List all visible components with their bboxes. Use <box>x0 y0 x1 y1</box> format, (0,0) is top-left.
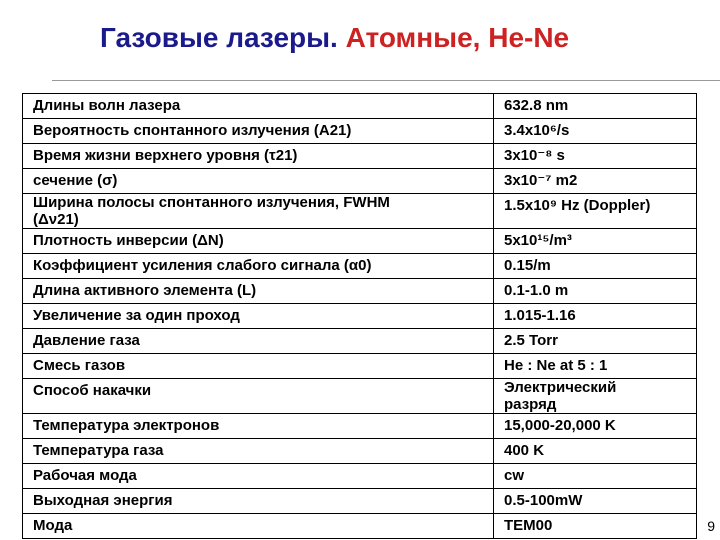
parameter-cell <box>23 354 494 379</box>
parameter-text: Мода <box>33 517 73 534</box>
parameter-cell <box>23 279 494 304</box>
table-row <box>23 354 697 379</box>
parameter-text: Температура электронов <box>33 417 220 434</box>
value-text: 15,000-20,000 K <box>504 417 616 434</box>
value-text: 3.4x10⁶/s <box>504 122 570 139</box>
value-cell <box>494 94 697 119</box>
parameter-text: (Δν21) <box>33 211 79 228</box>
table-row <box>23 144 697 169</box>
table-row <box>23 254 697 279</box>
value-text: 1.015-1.16 <box>504 307 576 324</box>
value-text: 0.15/m <box>504 257 551 274</box>
parameter-cell <box>23 439 494 464</box>
value-cell <box>494 229 697 254</box>
table-row <box>23 414 697 439</box>
parameter-text: Рабочая мода <box>33 467 137 484</box>
parameter-cell <box>23 229 494 254</box>
slide-title-main: Газовые лазеры. <box>100 22 338 53</box>
table-row <box>23 279 697 304</box>
parameter-cell <box>23 94 494 119</box>
slide-title-sub: Атомные, He-Ne <box>345 22 570 53</box>
value-cell <box>494 354 697 379</box>
value-cell <box>494 464 697 489</box>
table-row <box>23 379 697 414</box>
value-cell <box>494 119 697 144</box>
parameter-cell <box>23 254 494 279</box>
parameter-text: Коэффициент усиления слабого сигнала (α0) <box>33 257 372 274</box>
slide-title <box>100 22 569 54</box>
parameter-text: Вероятность спонтанного излучения (A21) <box>33 122 352 139</box>
parameter-cell <box>23 379 494 414</box>
value-cell <box>494 414 697 439</box>
table-body <box>23 94 697 539</box>
value-text: 1.5x10⁹ Hz (Doppler) <box>504 197 651 214</box>
value-cell <box>494 514 697 539</box>
value-cell <box>494 169 697 194</box>
table-row <box>23 119 697 144</box>
value-text: TEM00 <box>504 517 553 534</box>
value-text: 0.5-100mW <box>504 492 583 509</box>
parameter-text: Длина активного элемента (L) <box>33 282 257 299</box>
table-row <box>23 464 697 489</box>
table-row <box>23 304 697 329</box>
parameter-text: Ширина полосы спонтанного излучения, FWHM <box>33 194 390 211</box>
table-row <box>23 229 697 254</box>
value-text: He : Ne at 5 : 1 <box>504 357 608 374</box>
parameter-text: Смесь газов <box>33 357 126 374</box>
value-text: 400 K <box>504 442 545 459</box>
parameter-text: сечение (σ) <box>33 172 118 189</box>
parameter-cell <box>23 194 494 229</box>
value-text: 0.1-1.0 m <box>504 282 569 299</box>
parameter-cell <box>23 169 494 194</box>
parameter-cell <box>23 464 494 489</box>
value-cell <box>494 489 697 514</box>
value-cell <box>494 304 697 329</box>
page-number: 9 <box>707 518 715 534</box>
parameter-text: Температура газа <box>33 442 164 459</box>
parameter-cell <box>23 414 494 439</box>
parameter-text: Давление газа <box>33 332 140 349</box>
table-row <box>23 489 697 514</box>
value-text: Электрический <box>504 379 617 396</box>
value-cell <box>494 194 697 229</box>
parameter-text: Выходная энергия <box>33 492 173 509</box>
value-cell <box>494 379 697 414</box>
parameter-cell <box>23 304 494 329</box>
parameter-cell <box>23 489 494 514</box>
value-text: 2.5 Torr <box>504 332 558 349</box>
value-cell <box>494 144 697 169</box>
table-row <box>23 194 697 229</box>
laser-parameters-table <box>22 93 697 539</box>
value-cell <box>494 439 697 464</box>
title-divider <box>52 80 720 81</box>
parameter-cell <box>23 514 494 539</box>
value-text: 3x10⁻⁷ m2 <box>504 172 578 189</box>
value-text: разряд <box>504 396 557 413</box>
value-text: 632.8 nm <box>504 97 569 114</box>
table-row <box>23 514 697 539</box>
value-text: cw <box>504 467 525 484</box>
value-cell <box>494 329 697 354</box>
parameter-cell <box>23 329 494 354</box>
table-row <box>23 169 697 194</box>
parameter-cell <box>23 144 494 169</box>
table-row <box>23 94 697 119</box>
parameter-text: Длины волн лазера <box>33 97 181 114</box>
table-row <box>23 439 697 464</box>
value-cell <box>494 279 697 304</box>
parameter-text: Время жизни верхнего уровня (τ21) <box>33 147 298 164</box>
parameter-text: Плотность инверсии (ΔN) <box>33 232 224 249</box>
value-text: 5x10¹⁵/m³ <box>504 232 572 249</box>
value-cell <box>494 254 697 279</box>
value-text: 3x10⁻⁸ s <box>504 147 565 164</box>
parameter-text: Увеличение за один проход <box>33 307 240 324</box>
parameter-cell <box>23 119 494 144</box>
table-row <box>23 329 697 354</box>
parameter-text: Способ накачки <box>33 382 152 399</box>
